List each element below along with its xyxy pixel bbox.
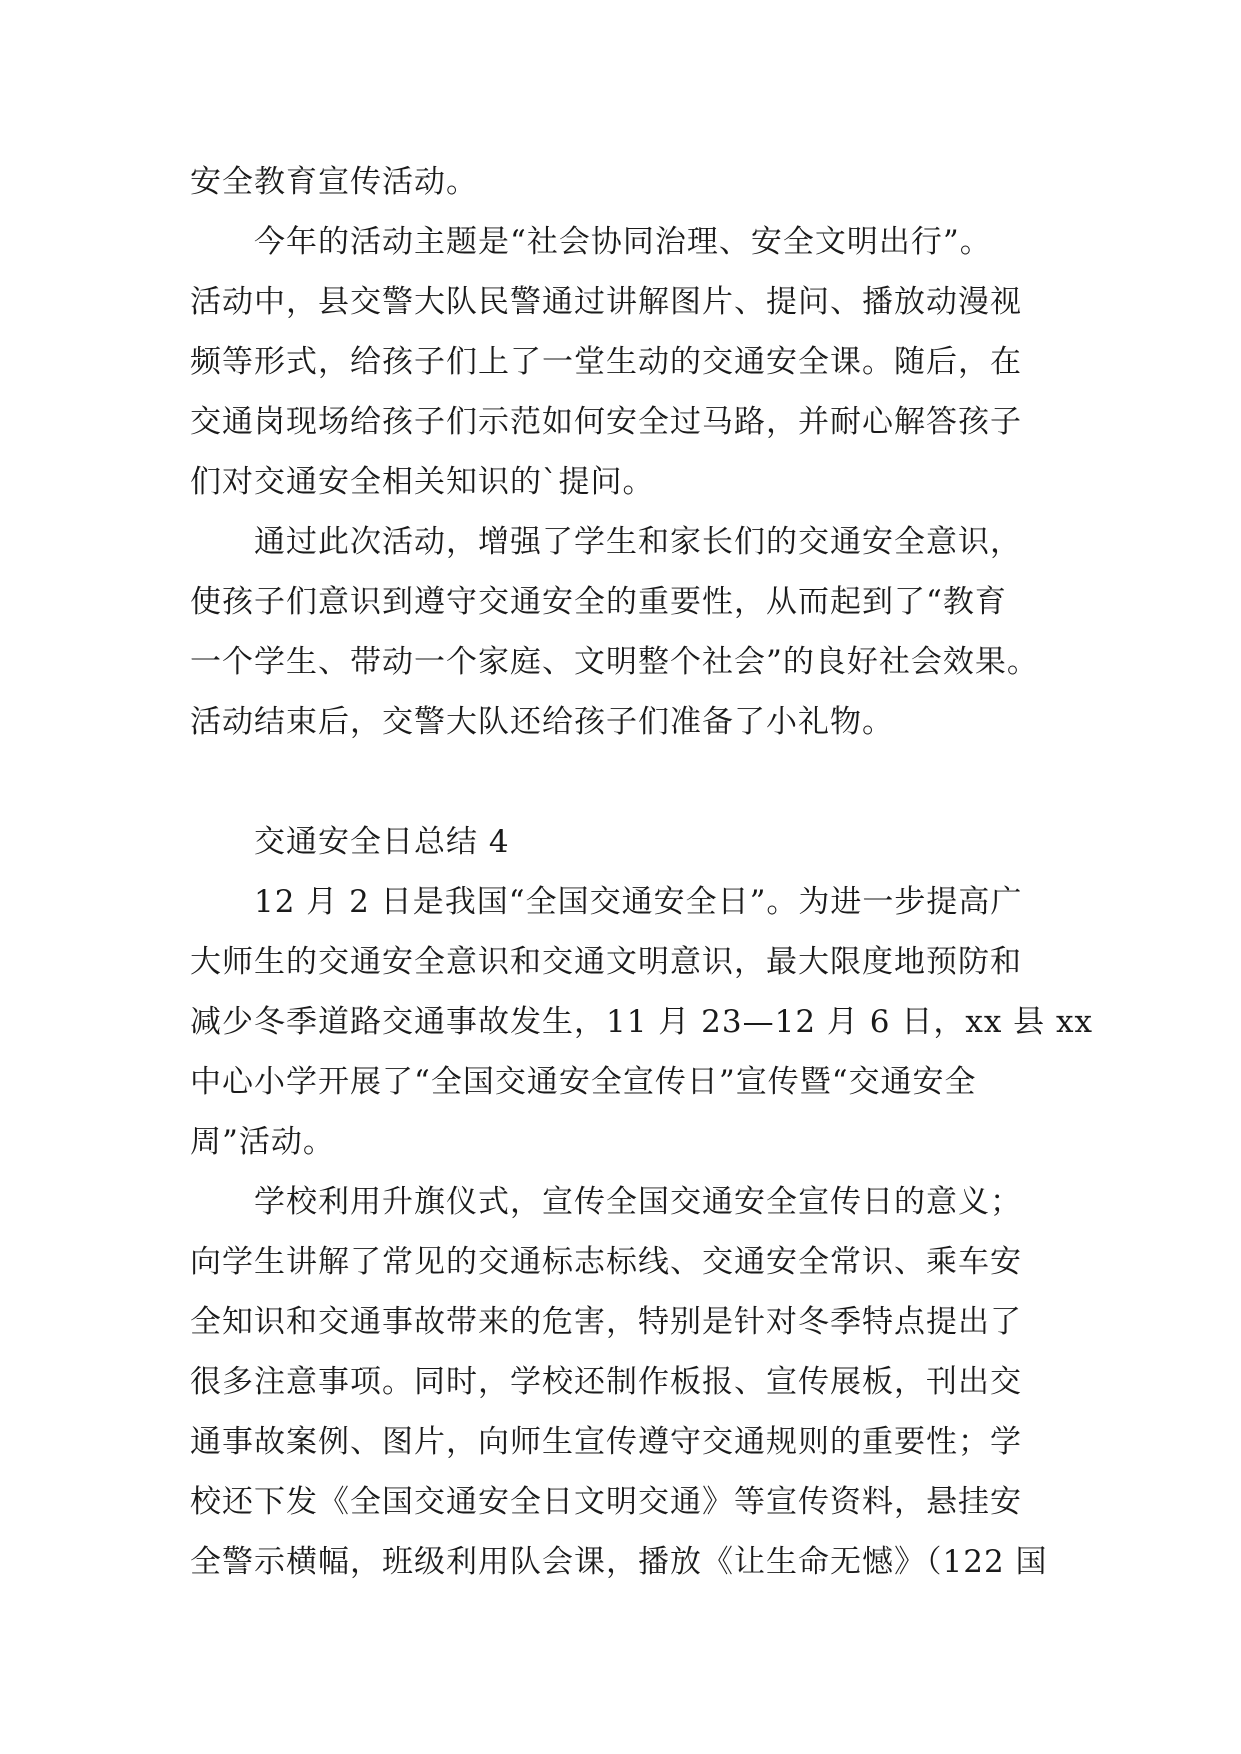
text-line: 12 月 2 日是我国“全国交通安全日”。为进一步提高广 <box>254 884 1023 920</box>
text-line: 学校利用升旗仪式，宣传全国交通安全宣传日的意义； <box>254 1184 1022 1220</box>
text-line: 频等形式，给孩子们上了一堂生动的交通安全课。随后，在 <box>190 344 1022 380</box>
text-line: 校还下发《全国交通安全日文明交通》等宣传资料，悬挂安 <box>190 1484 1022 1520</box>
text-line: 通过此次活动，增强了学生和家长们的交通安全意识， <box>254 524 1022 560</box>
text-line: 减少冬季道路交通事故发生，11 月 23—12 月 6 日，xx 县 xx <box>190 1004 1093 1040</box>
paragraph <box>190 212 1050 512</box>
document-body <box>190 152 1093 1592</box>
text-line: 向学生讲解了常见的交通标志标线、交通安全常识、乘车安 <box>190 1244 1022 1280</box>
text-line: 活动结束后，交警大队还给孩子们准备了小礼物。 <box>190 704 894 740</box>
text-line: 周”活动。 <box>190 1124 335 1160</box>
paragraph <box>190 512 1050 752</box>
text-line: 交通岗现场给孩子们示范如何安全过马路，并耐心解答孩子 <box>190 404 1022 440</box>
paragraph <box>190 152 1050 212</box>
text-line: 交通安全日总结 4 <box>254 824 510 860</box>
text-line: 全知识和交通事故带来的危害，特别是针对冬季特点提出了 <box>190 1304 1022 1340</box>
text-line: 一个学生、带动一个家庭、文明整个社会”的良好社会效果。 <box>190 644 1039 680</box>
text-line: 安全教育宣传活动。 <box>190 164 478 200</box>
text-line: 全警示横幅，班级利用队会课，播放《让生命无憾》（122 国 <box>190 1544 1048 1580</box>
paragraph <box>190 872 1093 1172</box>
text-line: 中心小学开展了“全国交通安全宣传日”宣传暨“交通安全 <box>190 1064 977 1100</box>
text-line: 大师生的交通安全意识和交通文明意识，最大限度地预防和 <box>190 944 1022 980</box>
text-line: 通事故案例、图片，向师生宣传遵守交通规则的重要性；学 <box>190 1424 1022 1460</box>
text-line: 使孩子们意识到遵守交通安全的重要性，从而起到了“教育 <box>190 584 1007 620</box>
paragraph <box>190 812 1050 872</box>
text-line: 活动中，县交警大队民警通过讲解图片、提问、播放动漫视 <box>190 284 1022 320</box>
section-spacer <box>190 752 1050 812</box>
text-line: 今年的活动主题是“社会协同治理、安全文明出行”。 <box>254 224 992 260</box>
text-line: 们对交通安全相关知识的`提问。 <box>190 464 655 500</box>
paragraph <box>190 1172 1050 1592</box>
text-line: 很多注意事项。同时，学校还制作板报、宣传展板，刊出交 <box>190 1364 1022 1400</box>
